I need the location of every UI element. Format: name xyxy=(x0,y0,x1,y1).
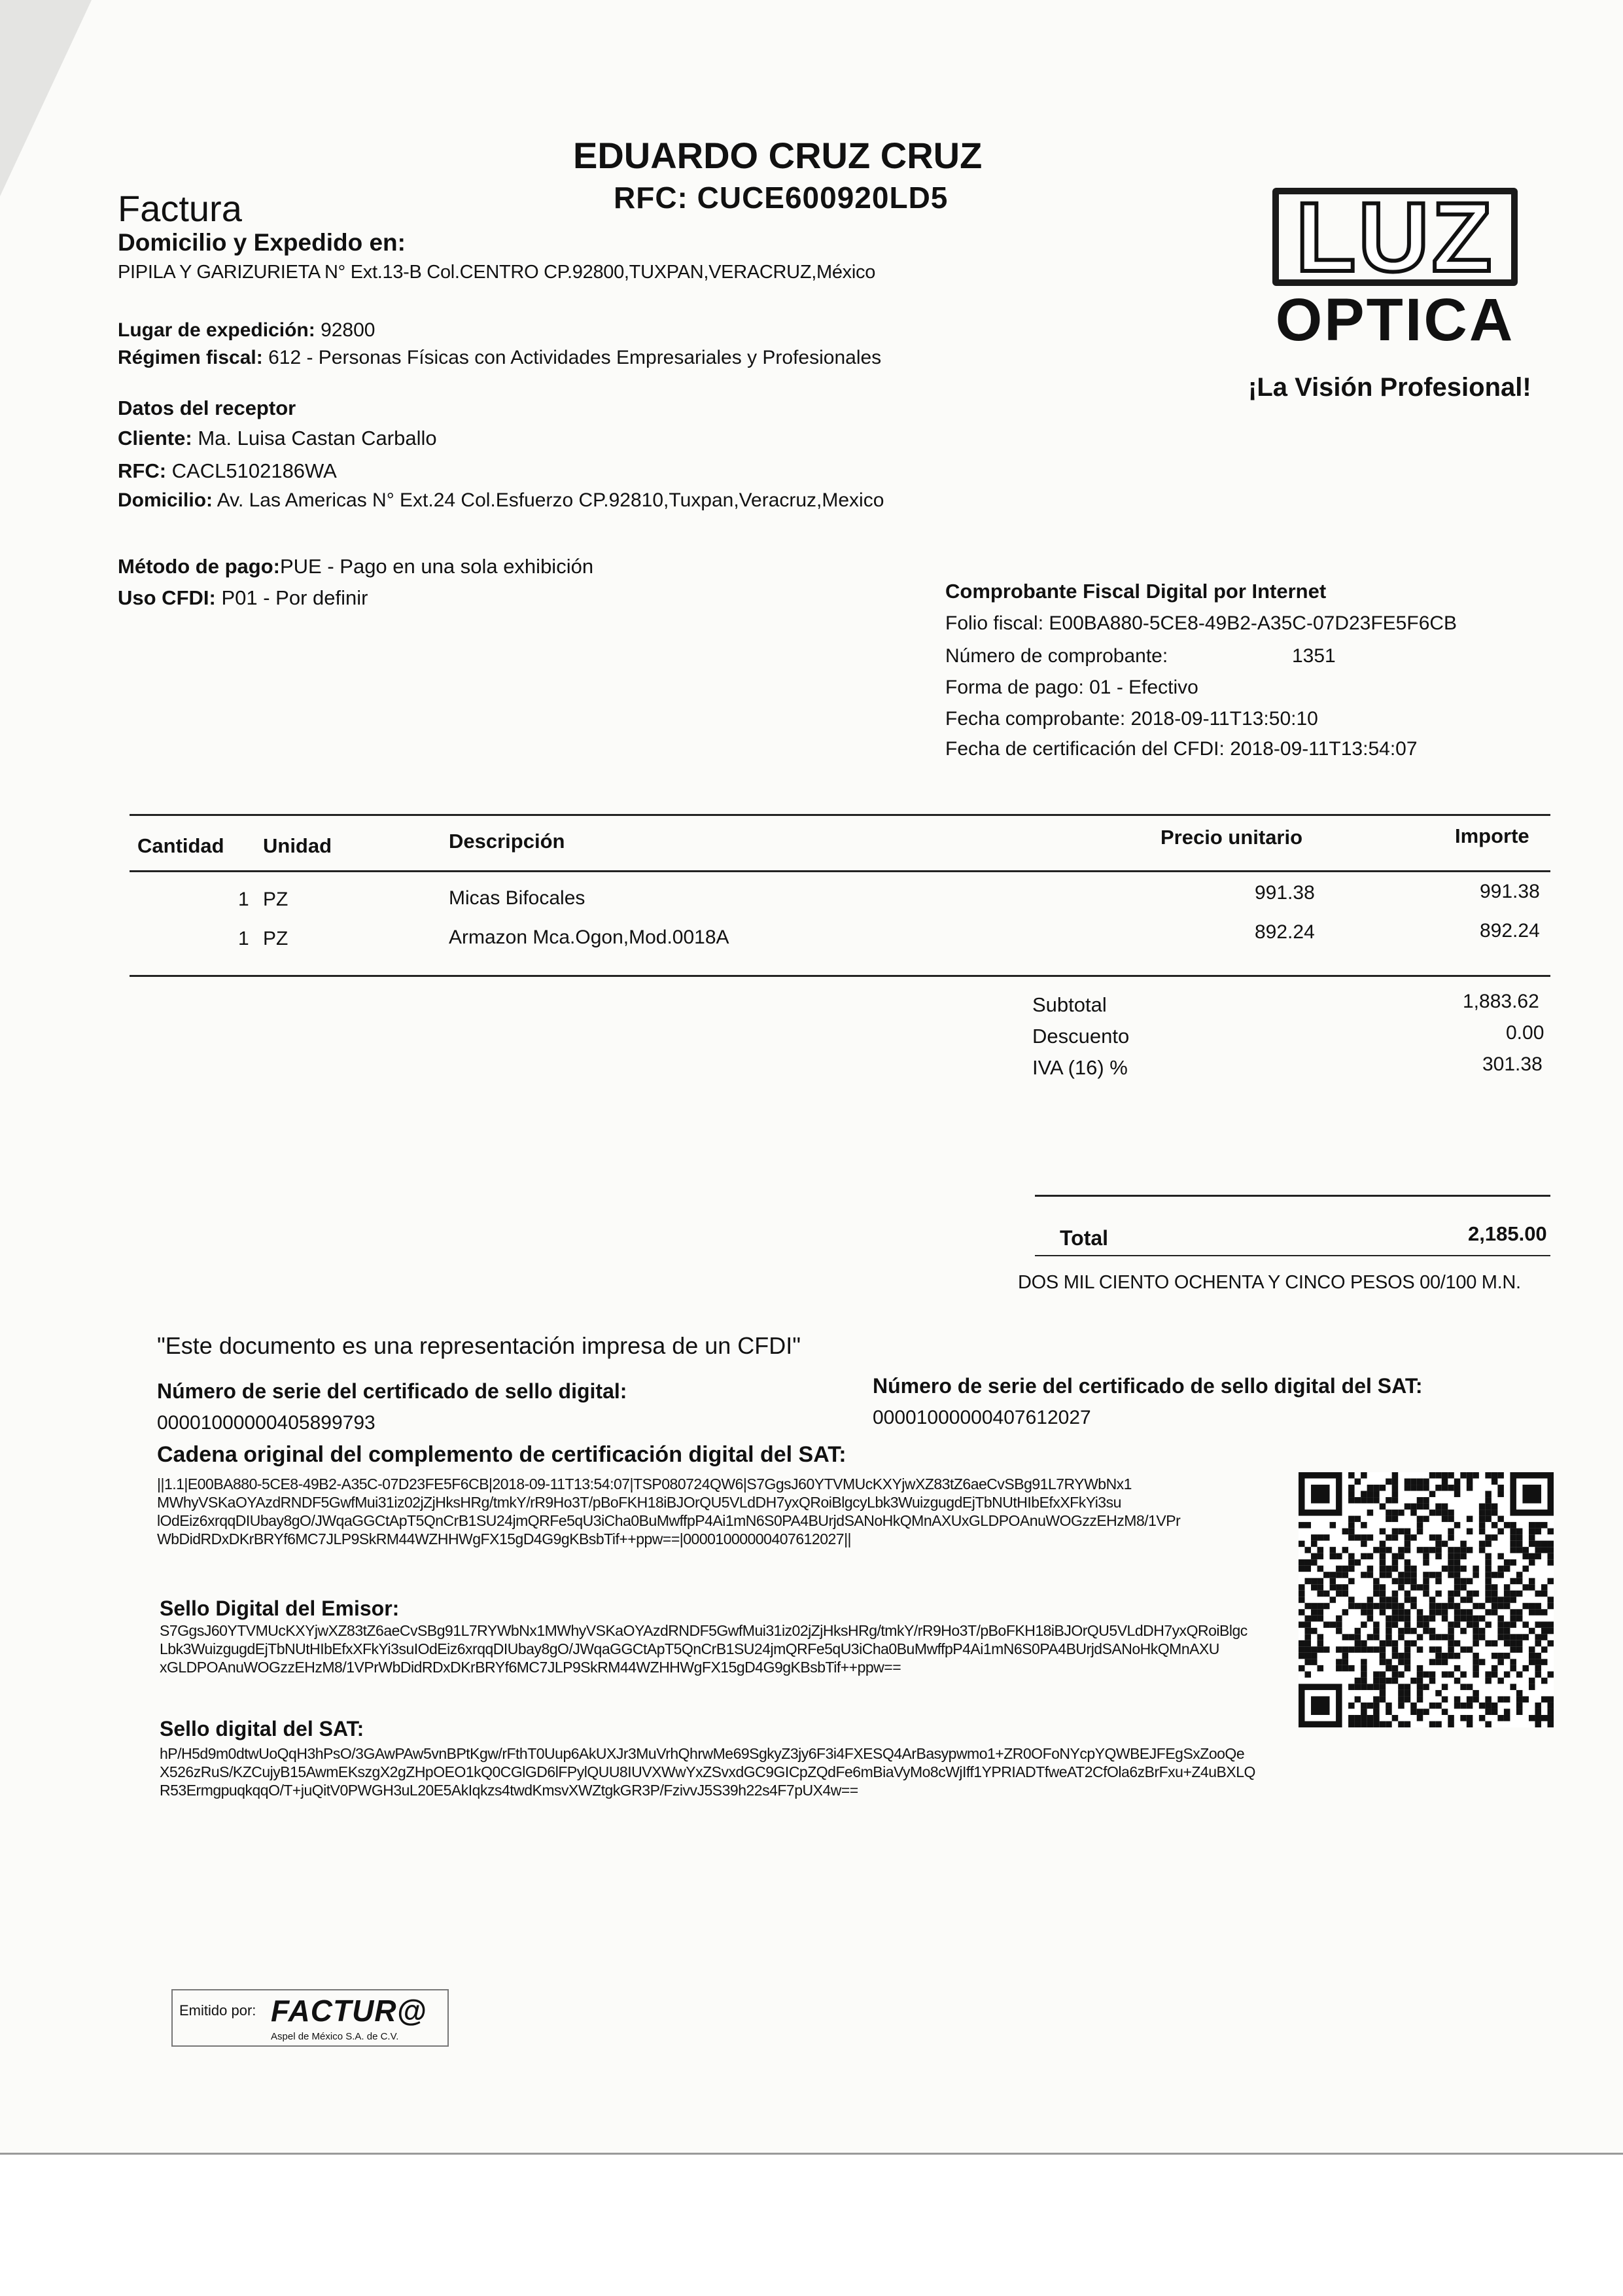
scan-background xyxy=(0,2155,1623,2296)
row-precio: 892.24 xyxy=(1255,921,1315,943)
receptor-cliente xyxy=(118,427,437,450)
folio-fiscal: Folio fiscal: E00BA880-5CE8-49B2-A35C-07D23FE5F6CB xyxy=(945,612,1457,634)
receptor-domicilio-label: Domicilio: xyxy=(118,489,213,511)
receptor-rfc-value: CACL5102186WA xyxy=(171,459,337,482)
representation-note: "Este documento es una representación impresa de un CFDI" xyxy=(157,1332,801,1359)
fecha-certificacion xyxy=(945,738,1418,760)
issuer-rfc: RFC: CUCE600920LD5 xyxy=(614,181,949,215)
sello-emisor-text xyxy=(160,1621,1291,1676)
row-cantidad: 1 xyxy=(238,889,249,910)
row-descripcion: Armazon Mca.Ogon,Mod.0018A xyxy=(449,927,729,948)
doc-type: Factura xyxy=(118,188,242,229)
cadena-text xyxy=(157,1475,1230,1548)
cert-sat-value: 00001000000407612027 xyxy=(873,1407,1091,1428)
lugar-label: Lugar de expedición: xyxy=(118,319,315,341)
receptor-domicilio-value: Av. Las Americas N° Ext.24 Col.Esfuerzo CP.92810,Tuxpan,Veracruz,Mexico xyxy=(217,489,884,511)
cliente-label: Cliente: xyxy=(118,427,192,450)
row-descripcion: Micas Bifocales xyxy=(449,887,585,909)
descuento-value: 0.00 xyxy=(1506,1022,1544,1044)
total-letra: DOS MIL CIENTO OCHENTA Y CINCO PESOS 00/100 M.N. xyxy=(1018,1272,1521,1293)
metodo-value: PUE - Pago en una sola exhibición xyxy=(279,555,594,578)
uso-label: Uso CFDI: xyxy=(118,586,216,609)
sello-sat-line: X526zRuS/KZCujyB15AwmEKszgX2gZHpOEO1kQ0CGlGD6lFPylQUU8IUVXWwYxZSvxdGC9GICpZQdFe6mBiaVyMo8cWjIff1YPRIADTfweAT2CfOla6zBrFxu+Z4uBXLQ xyxy=(160,1763,1255,1780)
emitido-label: Emitido por: xyxy=(179,2002,256,2019)
iva-label: IVA (16) % xyxy=(1032,1056,1128,1079)
logo-tagline: ¡La Visión Profesional! xyxy=(1248,373,1531,402)
numero-comprobante-value: 1351 xyxy=(1292,645,1336,667)
regimen-value: 612 - Personas Físicas con Actividades Empresariales y Profesionales xyxy=(268,347,882,368)
descuento-label: Descuento xyxy=(1032,1025,1130,1048)
sello-emisor-label: Sello Digital del Emisor: xyxy=(160,1597,400,1620)
table-bottom-rule xyxy=(130,975,1550,977)
receptor-heading: Datos del receptor xyxy=(118,397,296,419)
sello-sat-line: R53ErmgpuqkqqO/T+juQitV0PWGH3uL20E5AkIqkzs4twdKmsvXWZtgkGR3P/FzivvJ5S39h22s4F7pUX4w== xyxy=(160,1782,858,1799)
total-label: Total xyxy=(1060,1226,1109,1250)
table-top-rule xyxy=(130,814,1550,816)
cadena-line: WbDidRDxDKrBRYf6MC7JLP9SkRM44WZHHWgFX15gD4G9gKBsbTif++ppw==|00001000000407612027|| xyxy=(157,1530,852,1547)
subtotal-label: Subtotal xyxy=(1032,993,1107,1016)
row-importe: 892.24 xyxy=(1480,920,1540,942)
sello-emisor-line: Lbk3WuizgugdEjTbNUtHIbEfxXFkYi3suIOdEiz6xrqqDIUbay8gO/JWqaGGCtApT5QnCrB1SU24jmQRFe5qU3iCha0BuMwffpP4Ai1mN6S0PA4BUrjdSANoHkQMnAXU xyxy=(160,1640,1219,1657)
fecha-comprobante xyxy=(945,708,1318,730)
fecha-comprobante-label: Fecha comprobante: xyxy=(945,708,1126,730)
cert-sat-label: Número de serie del certificado de sello digital del SAT: xyxy=(873,1374,1423,1398)
fecha-comprobante-value: 2018-09-11T13:50:10 xyxy=(1130,708,1318,730)
col-unidad: Unidad xyxy=(263,834,332,857)
receptor-rfc-label: RFC: xyxy=(118,459,167,482)
sello-sat-text xyxy=(160,1744,1291,1799)
cadena-label: Cadena original del complemento de certificación digital del SAT: xyxy=(157,1442,846,1467)
logo-luz-text: LUZ xyxy=(1272,188,1518,286)
uso-cfdi xyxy=(118,586,368,610)
fecha-certificacion-value: 2018-09-11T13:54:07 xyxy=(1230,738,1418,760)
cliente-value: Ma. Luisa Castan Carballo xyxy=(198,427,437,450)
metodo-pago xyxy=(118,555,593,578)
total-rule xyxy=(1035,1195,1550,1197)
sello-sat-line: hP/H5d9m0dtwUoQqH3hPsO/3GAwPAw5vnBPtKgw/rFthT0Uup6AkUXJr3MuVrhQhrwMe69SgkyZ3jy6F3i4FXESQ4ArBasypwmo1+ZR0OFoNYcpYQWBEJFEgSxZooQe xyxy=(160,1745,1245,1762)
regimen-label: Régimen fiscal: xyxy=(118,347,263,368)
luz-optica-logo xyxy=(1246,180,1546,358)
issuer-name: EDUARDO CRUZ CRUZ xyxy=(573,135,983,176)
cfdi-heading: Comprobante Fiscal Digital por Internet xyxy=(945,580,1327,603)
sello-emisor-line: S7GgsJ60YTVMUcKXYjwXZ83tZ6aeCvSBg91L7RYWbNx1MWhyVSKaOYAzdRNDF5GwfMui31iz02jZjHksHRg/tmkY/rR9Ho3T/pBoFKH18iBJOrQU5VLdDH7yxQRoiBlgc xyxy=(160,1622,1248,1639)
domicilio-heading: Domicilio y Expedido en: xyxy=(118,229,406,256)
col-descripcion: Descripción xyxy=(449,830,565,853)
lugar-expedicion xyxy=(118,319,375,342)
cert-emisor-value: 00001000000405899793 xyxy=(157,1412,375,1434)
row-importe: 991.38 xyxy=(1480,881,1540,902)
emitido-company: Aspel de México S.A. de C.V. xyxy=(271,2031,399,2042)
uso-value: P01 - Por definir xyxy=(221,586,368,609)
row-unidad: PZ xyxy=(263,889,288,910)
receptor-rfc xyxy=(118,459,337,483)
total-bottom-rule xyxy=(1035,1255,1550,1256)
row-precio: 991.38 xyxy=(1255,882,1315,904)
iva-value: 301.38 xyxy=(1482,1053,1543,1075)
col-cantidad: Cantidad xyxy=(137,834,224,857)
sello-emisor-line: xGLDPOAnuWOGzzEHzM8/1VPrWbDidRDxDKrBRYf6MC7JLP9SkRM44WZHHWgFX15gD4G9gKBsbTif++ppw== xyxy=(160,1659,901,1676)
logo-optica-text: OPTICA xyxy=(1275,287,1515,353)
cadena-line: ||1.1|E00BA880-5CE8-49B2-A35C-07D23FE5F6CB|2018-09-11T13:54:07|TSP080724QW6|S7GgsJ60YTVMUcKXYjwXZ83tZ6aeCvSBg91L7RYWbNx1 xyxy=(157,1475,1132,1492)
row-cantidad: 1 xyxy=(238,928,249,949)
cadena-line: lOdEiz6xrqqDIUbay8gO/JWqaGGCtApT5QnCrB1SU24jmQRFe5qU3iCha0BuMwffpP4Ai1mN6S0PA4BUrjdSANoHkQMnAXUxGLDPOAnuWOGzzEHzM8/1VPr xyxy=(157,1512,1181,1529)
subtotal-value: 1,883.62 xyxy=(1463,991,1539,1012)
metodo-label: Método de pago: xyxy=(118,555,280,578)
total-value: 2,185.00 xyxy=(1468,1222,1547,1245)
sello-sat-label: Sello digital del SAT: xyxy=(160,1717,364,1740)
col-importe: Importe xyxy=(1455,824,1529,847)
fecha-certificacion-label: Fecha de certificación del CFDI: xyxy=(945,738,1225,760)
lugar-value: 92800 xyxy=(321,319,375,341)
cadena-line: MWhyVSKaOYAzdRNDF5GwfMui31iz02jZjHksHRg/tmkY/rR9Ho3T/pBoFKH18iBJOrQU5VLdDH7yxQRoiBlgcyLbk3WuizgugdEjTbNUtHIbEfxXFkYi3su xyxy=(157,1494,1121,1511)
table-header-rule xyxy=(130,870,1550,872)
regimen-fiscal xyxy=(118,347,881,369)
folded-corner xyxy=(0,0,92,196)
receptor-domicilio xyxy=(118,489,884,512)
numero-comprobante-label: Número de comprobante: xyxy=(945,645,1168,667)
row-unidad: PZ xyxy=(263,928,288,949)
qr-code xyxy=(1299,1472,1554,1727)
cert-emisor-label: Número de serie del certificado de sello digital: xyxy=(157,1379,627,1403)
col-precio: Precio unitario xyxy=(1161,826,1303,849)
domicilio-value: PIPILA Y GARIZURIETA N° Ext.13-B Col.CENTRO CP.92800,TUXPAN,VERACRUZ,México xyxy=(118,262,876,283)
emitido-por-box xyxy=(171,1989,449,2047)
forma-pago: Forma de pago: 01 - Efectivo xyxy=(945,677,1198,698)
facture-logo: FACTUR@ xyxy=(271,1994,427,2028)
